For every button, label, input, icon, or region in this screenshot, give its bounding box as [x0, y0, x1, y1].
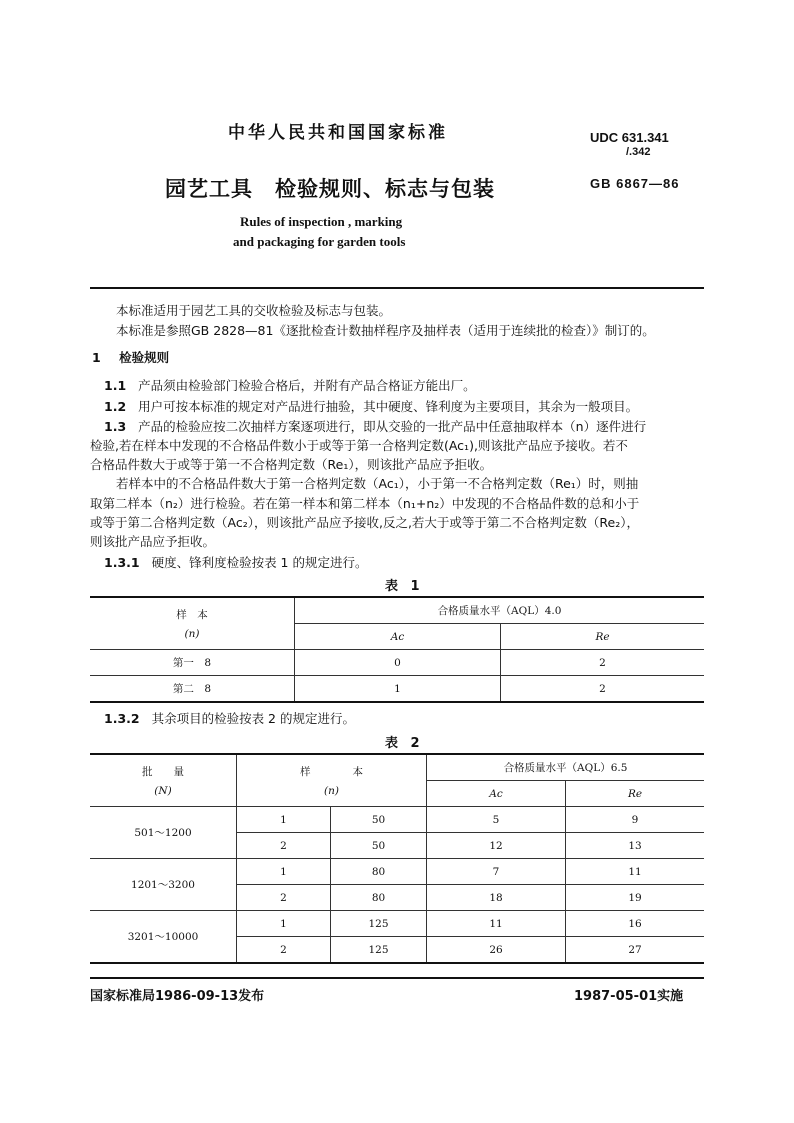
header-aql: 合格质量水平（AQL）6.5 [427, 754, 705, 781]
udc-code-continued: /.342 [626, 146, 651, 158]
intro-paragraph-1: 本标准适用于园艺工具的交收检验及标志与包装。 [116, 303, 392, 318]
table-row [90, 807, 704, 833]
header-ac: Ac [295, 624, 501, 650]
cell-re: 2 [501, 676, 705, 703]
cell-ac: 7 [427, 859, 566, 885]
cell-sample: 第一 8 [90, 650, 295, 676]
cell-batch: 501～1200 [90, 807, 237, 859]
cell-ac: 18 [427, 885, 566, 911]
table-row [90, 859, 704, 885]
sample-symbol: (n) [184, 628, 200, 640]
cell-n: 50 [331, 807, 427, 833]
header-batch [90, 754, 237, 807]
section-1-heading [92, 348, 169, 367]
clause-text: 产品的检验应按二次抽样方案逐项进行，即从交验的一批产品中任意抽取样本（n）逐件进行 [138, 419, 647, 434]
sample-symbol: (n) [324, 785, 339, 797]
cell-ac: 26 [427, 937, 566, 964]
clause-1-3-line2: 检验,若在样本中发现的不合格品件数小于或等于第一合格判定数(Ac₁),则该批产品应予接收。若不 [90, 438, 628, 453]
cell-n: 125 [331, 937, 427, 964]
header-aql: 合格质量水平（AQL）4.0 [295, 597, 705, 624]
cell-n: 50 [331, 833, 427, 859]
table-row [90, 911, 704, 937]
header-ac: Ac [427, 781, 566, 807]
clause-1-3-line5: 取第二样本（n₂）进行检验。若在第一样本和第二样本（n₁+n₂）中发现的不合格品件数的总和小于 [90, 496, 640, 511]
header-re: Re [501, 624, 705, 650]
cell-ac: 0 [295, 650, 501, 676]
cell-re: 27 [566, 937, 705, 964]
document-title: 园艺工具 检验规则、标志与包装 [165, 177, 495, 201]
intro-paragraph-2: 本标准是参照GB 2828—81《逐批检查计数抽样程序及抽样表（适用于连续批的检查）》制订的。 [116, 323, 655, 338]
cell-re: 19 [566, 885, 705, 911]
cell-re: 16 [566, 911, 705, 937]
clause-1-3-line7: 则该批产品应予拒收。 [90, 534, 216, 549]
sample-label: 样 本 [300, 766, 363, 778]
table-2 [90, 753, 704, 964]
cell-index: 2 [237, 937, 331, 964]
cell-re: 9 [566, 807, 705, 833]
clause-1-1 [104, 376, 476, 395]
clause-1-3-1 [104, 553, 367, 572]
cell-re: 11 [566, 859, 705, 885]
cell-sample: 第二 8 [90, 676, 295, 703]
header-sample [237, 754, 427, 807]
sample-label: 样 本 [176, 609, 208, 621]
clause-1-3-line3: 合格品件数大于或等于第一不合格判定数（Re₁），则该批产品应予拒收。 [90, 457, 493, 472]
issue-date: 国家标准局1986-09-13发布 [90, 989, 265, 1004]
cell-ac: 1 [295, 676, 501, 703]
english-title-line2: and packaging for garden tools [233, 234, 406, 249]
table-row [90, 676, 704, 703]
clause-number: 1.1 [104, 378, 127, 393]
clause-1-3-line6: 或等于第二合格判定数（Ac₂），则该批产品应予接收,反之,若大于或等于第二不合格判定数（Re₂）， [90, 515, 639, 530]
cell-ac: 12 [427, 833, 566, 859]
cell-n: 80 [331, 859, 427, 885]
clause-number: 1.3.1 [104, 555, 140, 570]
clause-text: 用户可按本标准的规定对产品进行抽验，其中硬度、锋利度为主要项目，其余为一般项目。 [138, 399, 639, 414]
table-2-caption: 表 2 [385, 736, 424, 751]
table-1-caption: 表 1 [385, 579, 424, 594]
cell-index: 2 [237, 885, 331, 911]
clause-number: 1.2 [104, 399, 127, 414]
cell-ac: 11 [427, 911, 566, 937]
clause-text: 硬度、锋利度检验按表 1 的规定进行。 [151, 555, 368, 570]
cell-re: 2 [501, 650, 705, 676]
clause-1-3-2 [104, 709, 355, 728]
clause-1-3-line4: 若样本中的不合格品件数大于第一合格判定数（Ac₁），小于第一不合格判定数（Re₁）时，则抽 [116, 476, 639, 491]
batch-label: 批 量 [142, 766, 184, 778]
section-number: 1 [92, 350, 101, 365]
english-title-line1: Rules of inspection , marking [240, 214, 403, 229]
cell-n: 125 [331, 911, 427, 937]
clause-number: 1.3 [104, 419, 127, 434]
standard-number: GB 6867—86 [590, 176, 680, 191]
cell-index: 1 [237, 807, 331, 833]
table-1 [90, 596, 704, 703]
clause-1-3 [104, 417, 646, 436]
cell-index: 2 [237, 833, 331, 859]
clause-text: 其余项目的检验按表 2 的规定进行。 [151, 711, 355, 726]
cell-batch: 3201～10000 [90, 911, 237, 964]
cell-index: 1 [237, 911, 331, 937]
section-title: 检验规则 [119, 350, 170, 365]
batch-symbol: (N) [154, 785, 172, 797]
cell-ac: 5 [427, 807, 566, 833]
header-re: Re [566, 781, 705, 807]
effective-date: 1987-05-01实施 [574, 989, 684, 1004]
clause-1-2 [104, 397, 638, 416]
cell-n: 80 [331, 885, 427, 911]
cell-index: 1 [237, 859, 331, 885]
cell-batch: 1201～3200 [90, 859, 237, 911]
header-sample [90, 597, 295, 650]
cell-re: 13 [566, 833, 705, 859]
clause-text: 产品须由检验部门检验合格后，并附有产品合格证方能出厂。 [138, 378, 476, 393]
clause-number: 1.3.2 [104, 711, 140, 726]
table-row [90, 650, 704, 676]
footer-divider [90, 977, 704, 979]
header-divider [90, 287, 704, 289]
udc-code: UDC 631.341 [590, 130, 669, 145]
issuing-authority: 中华人民共和国国家标准 [228, 123, 448, 143]
